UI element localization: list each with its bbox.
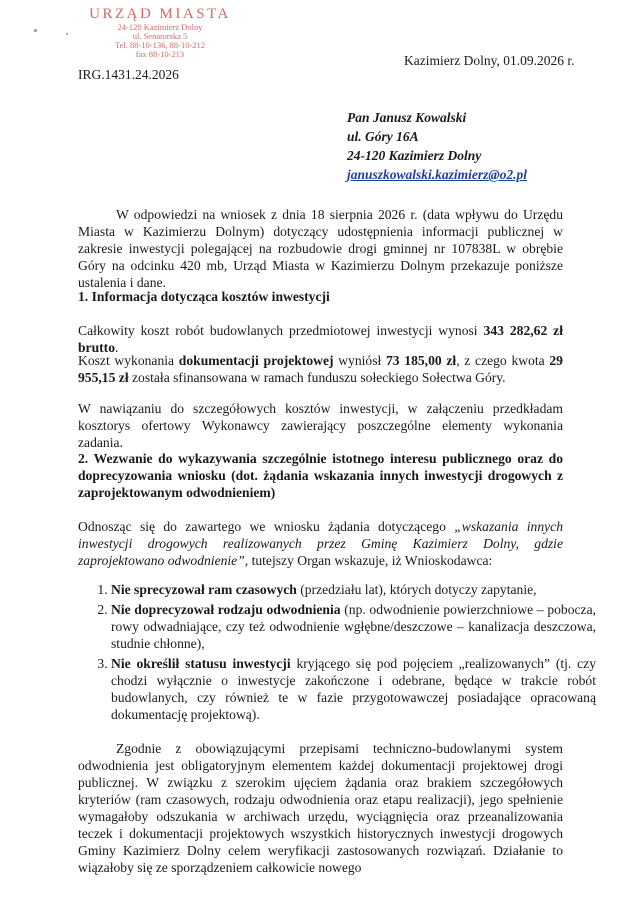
text: Całkowity koszt robót budowlanych przedmiotowej inwestycji wynosi bbox=[78, 323, 484, 338]
item-text: (np. odwodnienie powierzchniowe – pobocza, rowy odwadniające, czy też odwodnienie wgłębne/deszczowe – kanalizacja deszczowa, studnie chłonne), bbox=[111, 602, 597, 651]
recipient-name: Pan Janusz Kowalski bbox=[347, 110, 467, 125]
recipient-city: 24-120 Kazimierz Dolny bbox=[347, 148, 482, 163]
recipient-email[interactable]: januszkowalski.kazimierz@o2.pl bbox=[347, 167, 528, 182]
item-text: kryjącego się pod pojęciem „realizowanych” (tj. czy chodzi wyłącznie o inwestycje zakończone i odebrane, będące w trakcie robót budowlanych, czy również te w fazie przygotowawczej posiadające opracowaną dokumentację projektową). bbox=[111, 656, 597, 722]
scan-speck bbox=[66, 33, 68, 35]
text: . bbox=[115, 340, 119, 355]
list-item bbox=[111, 601, 596, 652]
attachment-paragraph: W nawiązaniu do szczegółowych kosztów inwestycji, w załączeniu przedkładam kosztorys ofertowy Wykonawcy zawierający poszczególne elementy wykonania zadania. bbox=[78, 401, 563, 450]
fund-amount: 29 955,15 zł bbox=[78, 353, 563, 385]
stamp-line: ul. Senatorska 5 bbox=[132, 31, 188, 41]
reference-number: IRG.1431.24.2026 bbox=[78, 67, 179, 82]
text: Koszt wykonania bbox=[78, 353, 179, 368]
intro-paragraph: W odpowiedzi na wniosek z dnia 18 sierpnia 2026 r. (data wpływu do Urzędu Miasta w Kazimierzu Dolnym) dotyczący udostępnienia informacji publicznej w zakresie inwestycji polegającej na rozbudowie drogi gminnej nr 107838L w obrębie Góry na odcinku 420 mb, Urząd Miasta w Kazimierzu Dolnym przekazuje poniższe ustalenia i dane. bbox=[78, 207, 563, 290]
text: , z czego kwota bbox=[456, 353, 550, 368]
item-text: (przedziału lat), których dotyczy zapytanie, bbox=[296, 582, 537, 597]
section2-heading: 2. Wezwanie do wykazywania szczególnie istotnego interesu publicznego oraz do doprecyzowania wniosku (dot. żądania wskazania innych inwestycji drogowych z zaprojektowanym odwodnieniem) bbox=[78, 451, 563, 500]
final-paragraph: Zgodnie z obowiązującymi przepisami techniczno-budowlanymi system odwodnienia jest obligatoryjnym elementem każdej dokumentacji projektowej drogi publicznej. W związku z szerokim ujęciem żądania oraz brakiem szczegółowych kryteriów (ram czasowych, rodzaju odwodnienia oraz etapu realizacji), jego spełnienie wymagałoby odszukania w archiwach urzędu, wyciągnięcia oraz przeanalizowania teczek i dokumentacji projektowych wszystkich historycznych inwestycji drogowych Gminy Kazimierz Dolny celem weryfikacji zastosowanych rozwiązań. Działanie to wiązałoby się ze sporządzeniem całkowicie nowego bbox=[78, 741, 563, 875]
text: , tutejszy Organ wskazuje, iż Wnioskodawca: bbox=[244, 553, 493, 568]
office-stamp bbox=[80, 6, 240, 59]
stamp-line: 24-120 Kazimierz Dolny bbox=[117, 22, 203, 32]
text: wyniósł bbox=[333, 353, 386, 368]
recipient-address bbox=[347, 108, 527, 184]
scan-speck bbox=[34, 29, 37, 32]
stamp-line: fax 88-10-213 bbox=[135, 49, 185, 59]
stamp-line: Tel. 88-10-136, 88-10-212 bbox=[114, 40, 206, 50]
letter-date: Kazimierz Dolny, 01.09.2026 r. bbox=[404, 53, 575, 68]
deficiency-list bbox=[78, 581, 596, 726]
total-cost-paragraph bbox=[78, 322, 563, 356]
documentation-amount: 73 185,00 zł bbox=[385, 353, 457, 368]
text: Odnosząc się do zawartego we wniosku żądania dotyczącego bbox=[78, 519, 455, 534]
documentation-cost-paragraph bbox=[78, 352, 563, 386]
quoted-request: „wskazania innych inwestycji drogowych realizowanych przez Gminę Kazimierz Dolny, gdzie zaprojektowano odwodnienie” bbox=[78, 519, 563, 568]
item-bold: Nie określił statusu inwestycji bbox=[111, 656, 291, 671]
list-item bbox=[111, 655, 596, 723]
text: została sfinansowana w ramach funduszu sołeckiego Sołectwa Góry. bbox=[128, 370, 506, 385]
item-bold: Nie sprecyzował ram czasowych bbox=[111, 582, 297, 597]
recipient-street: ul. Góry 16A bbox=[347, 129, 419, 144]
item-bold: Nie doprecyzował rodzaju odwodnienia bbox=[111, 602, 341, 617]
total-cost-amount: 343 282,62 zł brutto bbox=[78, 323, 563, 355]
list-item bbox=[111, 581, 596, 598]
section1-heading: 1. Informacja dotycząca kosztów inwestycji bbox=[78, 289, 330, 304]
stamp-title: URZĄD MIASTA bbox=[89, 6, 231, 22]
request-paragraph bbox=[78, 518, 563, 569]
documentation-label: dokumentacji projektowej bbox=[178, 353, 334, 368]
